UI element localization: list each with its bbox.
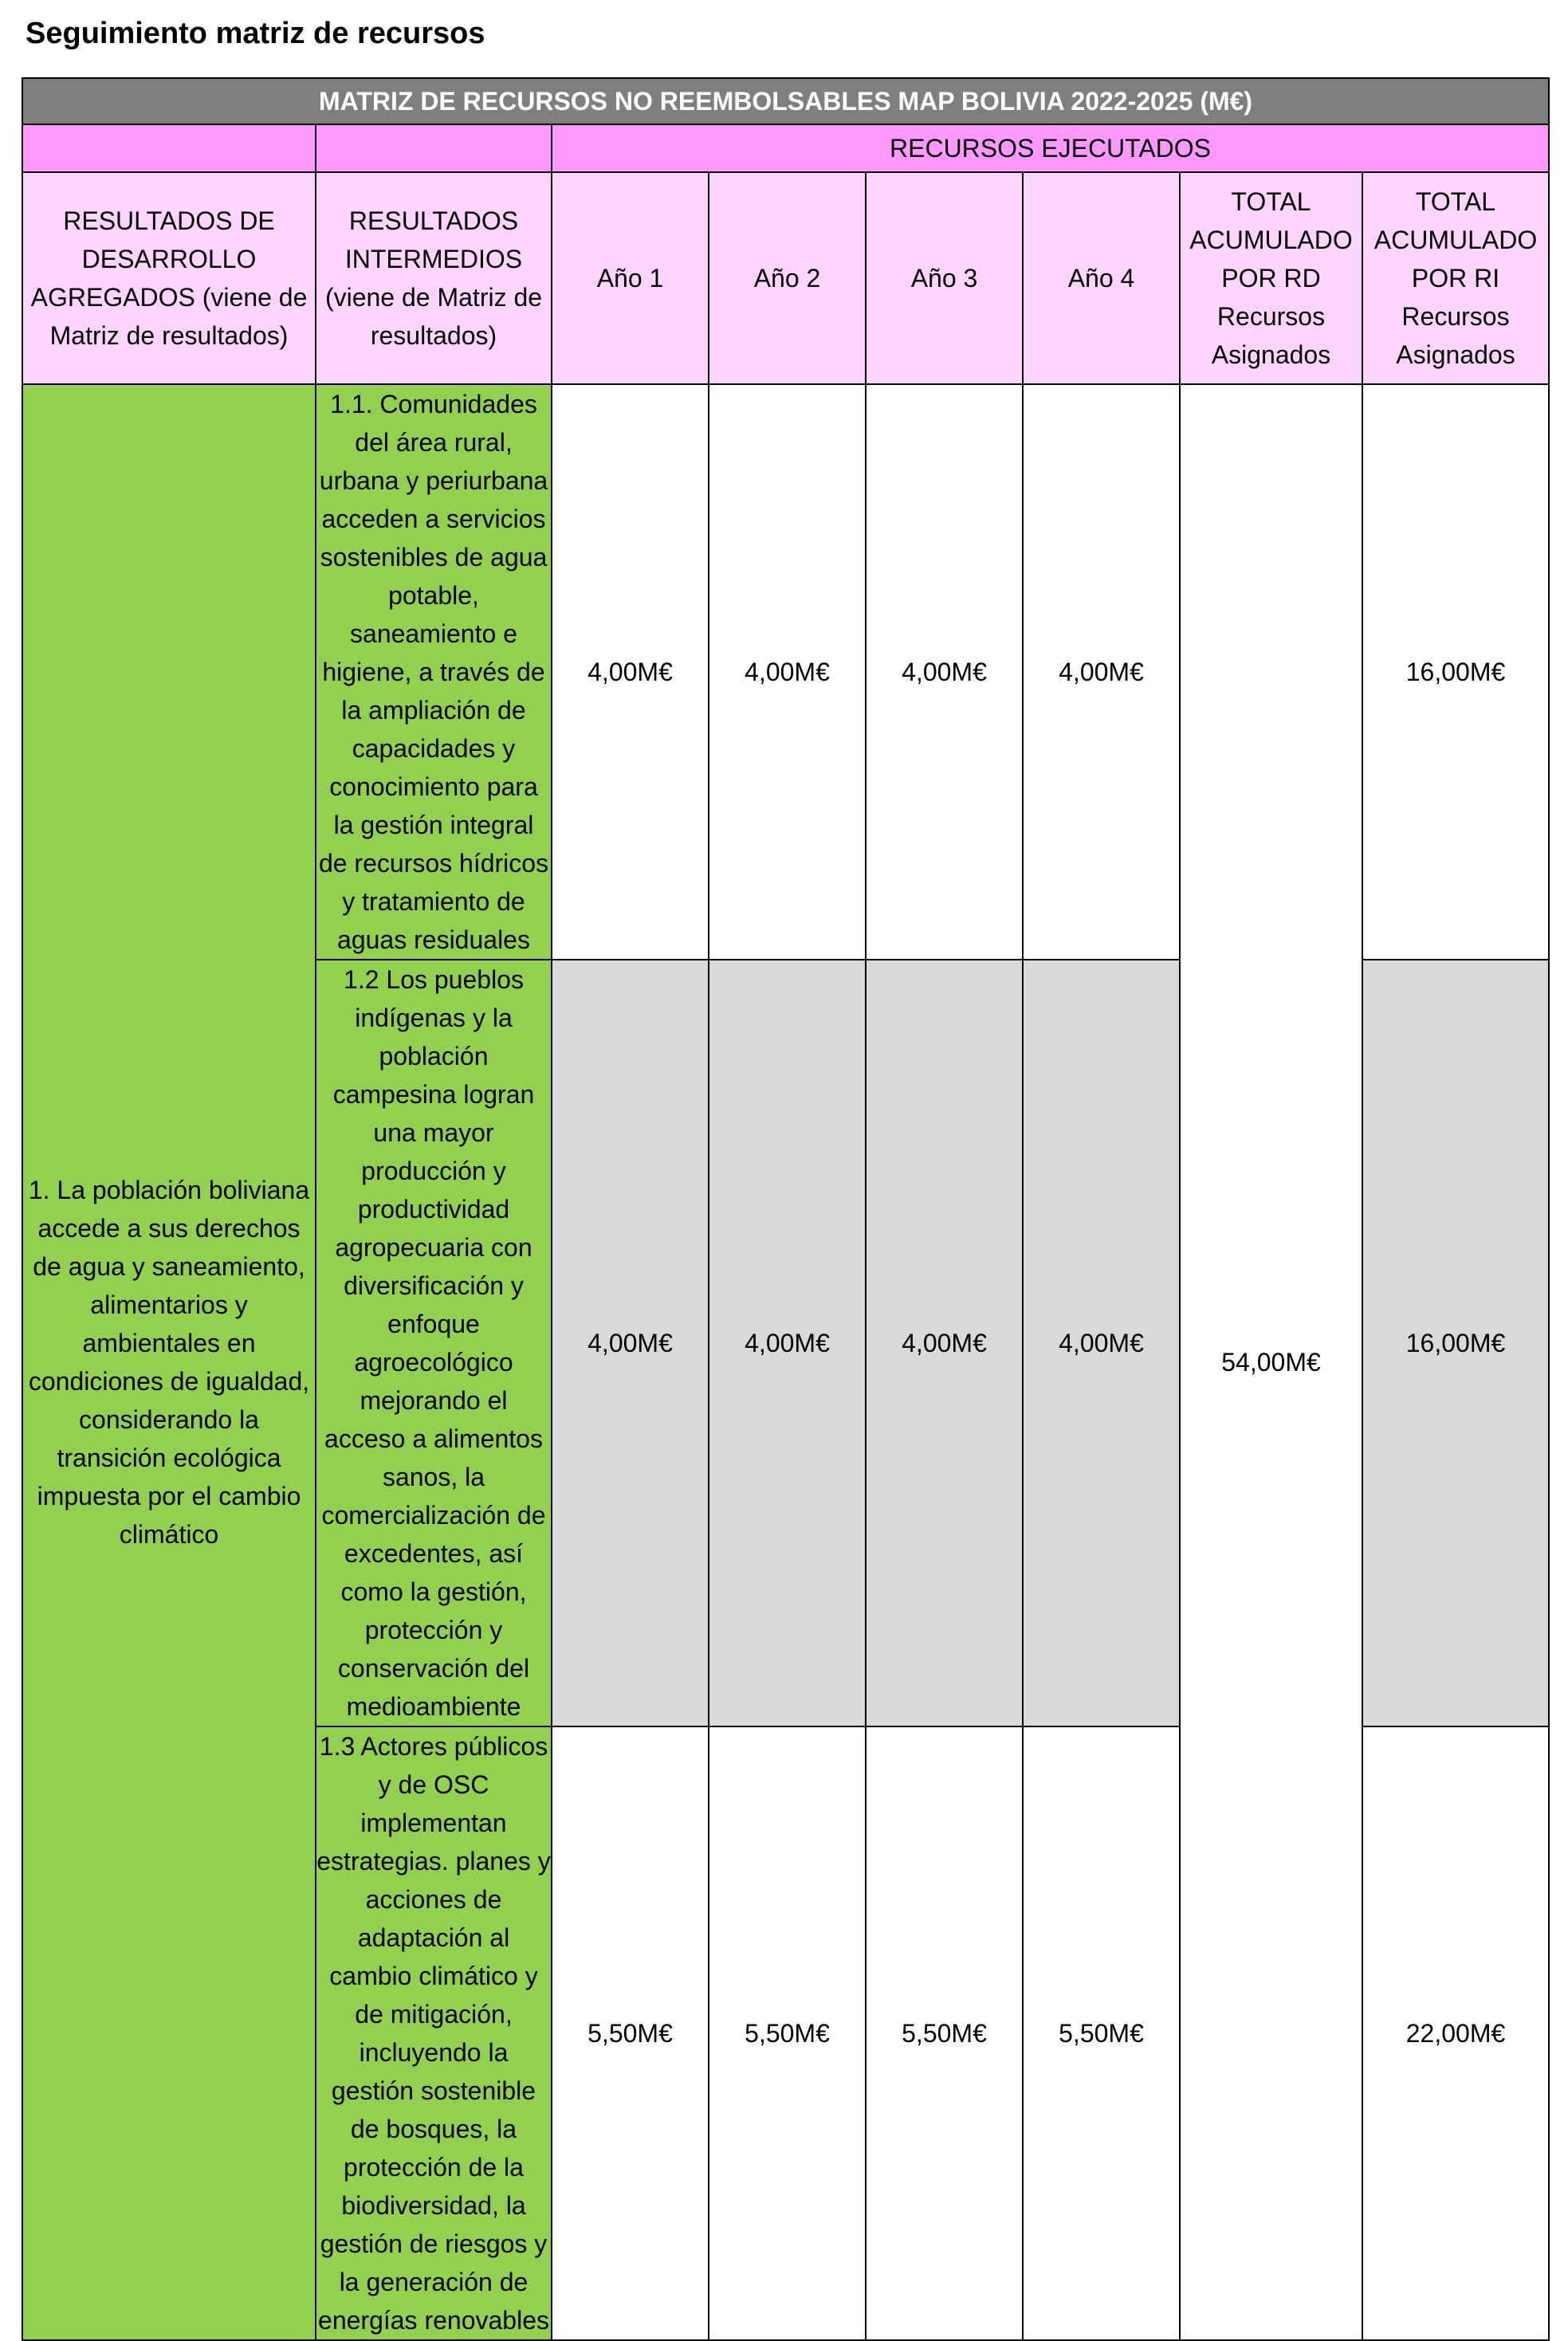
matrix-title: MATRIZ DE RECURSOS NO REEMBOLSABLES MAP BOLIVIA 2022-2025 (M€) (22, 78, 1549, 124)
ri-1-1-year-1: 4,00M€ (552, 384, 709, 960)
matrix-title-row (22, 78, 1549, 124)
header-total-ri: TOTAL ACUMULADO POR RI Recursos Asignados (1362, 172, 1549, 384)
ri-1-1-cell: 1.1. Comunidades del área rural, urbana y periurbana acceden a servicios sostenibles de agua potable, saneamiento e higiene, a través de la ampliación de capacidades y conocimiento para la gestión integral de recursos hídricos y tratamiento de aguas residuales (316, 384, 552, 960)
group-header-empty-1 (22, 124, 316, 172)
resources-matrix-table (22, 77, 1550, 2341)
ri-1-3-year-2: 5,50M€ (709, 1726, 866, 2340)
ri-1-2-year-1: 4,00M€ (552, 960, 709, 1726)
ri-1-1-year-3: 4,00M€ (866, 384, 1023, 960)
header-year-4: Año 4 (1023, 172, 1180, 384)
header-resultados-desarrollo: RESULTADOS DE DESARROLLO AGREGADOS (viene de Matriz de resultados) (22, 172, 316, 384)
header-year-3: Año 3 (866, 172, 1023, 384)
ri-1-3-year-1: 5,50M€ (552, 1726, 709, 2340)
ri-1-2-cell: 1.2 Los pueblos indígenas y la población campesina logran una mayor producción y productividad agropecuaria con diversificación y enfoque agroecológico mejorando el acceso a alimentos sanos, la comercialización de excedentes, así como la gestión, protección y conservación del medioambiente (316, 960, 552, 1726)
column-header-row (22, 172, 1549, 384)
header-year-1: Año 1 (552, 172, 709, 384)
group-header-empty-2 (316, 124, 552, 172)
group-header-row (22, 124, 1549, 172)
page-heading: Seguimiento matriz de recursos (26, 17, 485, 50)
header-total-rd: TOTAL ACUMULADO POR RD Recursos Asignados (1180, 172, 1362, 384)
ri-1-2-year-3: 4,00M€ (866, 960, 1023, 1726)
ri-1-3-year-4: 5,50M€ (1023, 1726, 1180, 2340)
header-resultados-intermedios: RESULTADOS INTERMEDIOS (viene de Matriz de resultados) (316, 172, 552, 384)
total-rd-1-value: 54,00M€ (1180, 384, 1362, 2340)
ri-1-1-year-2: 4,00M€ (709, 384, 866, 960)
rd-1-cell: 1. La población boliviana accede a sus derechos de agua y saneamiento, alimentarios y ambientales en condiciones de igualdad, considerando la transición ecológica impuesta por el cambio climático (22, 384, 316, 2340)
ri-1-2-year-4: 4,00M€ (1023, 960, 1180, 1726)
ri-1-2-total: 16,00M€ (1362, 960, 1549, 1726)
ri-1-3-year-3: 5,50M€ (866, 1726, 1023, 2340)
table-row (22, 384, 1549, 960)
ri-1-3-cell: 1.3 Actores públicos y de OSC implementan estrategias. planes y acciones de adaptación al cambio climático y de mitigación, incluyendo la gestión sostenible de bosques, la protección de la biodiversidad, la gestión de riesgos y la generación de energías renovables (316, 1726, 552, 2340)
ri-1-1-year-4: 4,00M€ (1023, 384, 1180, 960)
group-header-recursos-ejecutados: RECURSOS EJECUTADOS (552, 124, 1549, 172)
header-year-2: Año 2 (709, 172, 866, 384)
ri-1-1-total: 16,00M€ (1362, 384, 1549, 960)
ri-1-2-year-2: 4,00M€ (709, 960, 866, 1726)
ri-1-3-total: 22,00M€ (1362, 1726, 1549, 2340)
